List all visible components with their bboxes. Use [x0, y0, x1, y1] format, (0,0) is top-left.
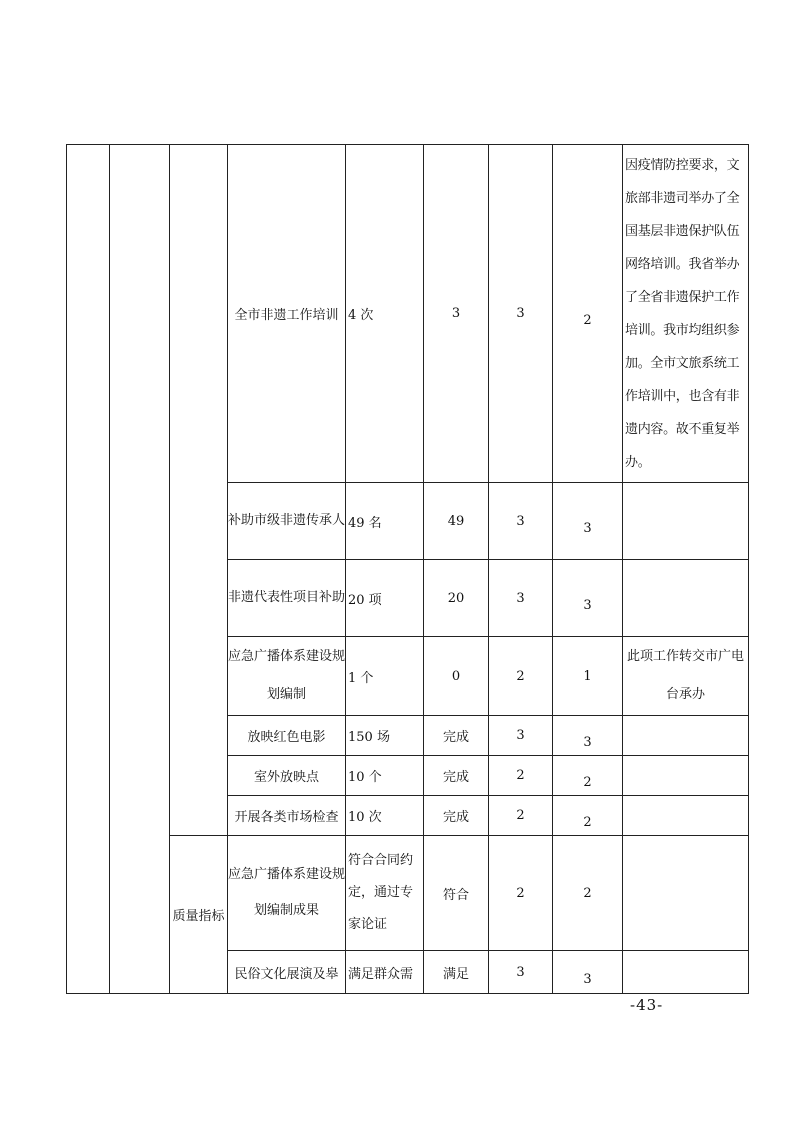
quantity-indicator-cell	[170, 145, 228, 836]
target-cell: 150 场	[346, 716, 424, 756]
weight-cell: 2	[489, 756, 553, 796]
actual-cell: 符合	[424, 836, 489, 951]
target-cell: 10 次	[346, 796, 424, 836]
weight-cell: 3	[489, 716, 553, 756]
note-cell	[623, 756, 749, 796]
level2-cell	[110, 145, 170, 994]
note-cell: 此项工作转交市广电台承办	[623, 637, 749, 716]
table-row	[67, 145, 749, 483]
score-cell: 2	[553, 145, 623, 483]
actual-cell: 0	[424, 637, 489, 716]
score-cell: 3	[553, 560, 623, 637]
indicator-cell: 补助市级非遗传承人	[228, 483, 346, 560]
note-cell: 因疫情防控要求，文旅部非遗司举办了全国基层非遗保护队伍网络培训。我省举办了全省非遗保护工作培训。我市均组织参加。全市文旅系统工作培训中，也含有非遗内容。故不重复举办。	[623, 145, 749, 483]
indicator-cell: 开展各类市场检查	[228, 796, 346, 836]
indicator-cell: 室外放映点	[228, 756, 346, 796]
actual-cell: 完成	[424, 796, 489, 836]
weight-cell: 2	[489, 796, 553, 836]
weight-cell: 3	[489, 483, 553, 560]
score-cell: 2	[553, 756, 623, 796]
actual-cell: 49	[424, 483, 489, 560]
score-cell: 3	[553, 483, 623, 560]
actual-cell: 满足	[424, 951, 489, 994]
indicator-cell: 应急广播体系建设规划编制成果	[228, 836, 346, 951]
score-cell: 1	[553, 637, 623, 716]
note-cell	[623, 951, 749, 994]
target-cell: 10 个	[346, 756, 424, 796]
indicator-cell: 放映红色电影	[228, 716, 346, 756]
score-cell: 2	[553, 796, 623, 836]
note-cell	[623, 836, 749, 951]
weight-cell: 3	[489, 145, 553, 483]
note-cell	[623, 483, 749, 560]
target-cell: 满足群众需	[346, 951, 424, 994]
weight-cell: 3	[489, 560, 553, 637]
weight-cell: 2	[489, 637, 553, 716]
score-cell: 3	[553, 716, 623, 756]
weight-cell: 3	[489, 951, 553, 994]
indicator-cell: 非遗代表性项目补助	[228, 560, 346, 637]
note-cell	[623, 716, 749, 756]
table-row	[67, 836, 749, 951]
target-cell: 20 项	[346, 560, 424, 637]
page-number: -43-	[630, 996, 664, 1014]
target-cell: 1 个	[346, 637, 424, 716]
target-cell: 符合合同约定，通过专家论证	[346, 836, 424, 951]
score-cell: 2	[553, 836, 623, 951]
note-cell	[623, 560, 749, 637]
actual-cell: 20	[424, 560, 489, 637]
actual-cell: 3	[424, 145, 489, 483]
level1-cell	[67, 145, 110, 994]
target-cell: 49 名	[346, 483, 424, 560]
indicator-cell: 全市非遗工作培训	[228, 145, 346, 483]
indicator-cell: 民俗文化展演及皋	[228, 951, 346, 994]
weight-cell: 2	[489, 836, 553, 951]
target-cell: 4 次	[346, 145, 424, 483]
score-cell: 3	[553, 951, 623, 994]
note-cell	[623, 796, 749, 836]
performance-table	[66, 144, 749, 994]
quality-indicator-cell: 质量指标	[170, 836, 228, 994]
indicator-cell: 应急广播体系建设规划编制	[228, 637, 346, 716]
actual-cell: 完成	[424, 756, 489, 796]
actual-cell: 完成	[424, 716, 489, 756]
